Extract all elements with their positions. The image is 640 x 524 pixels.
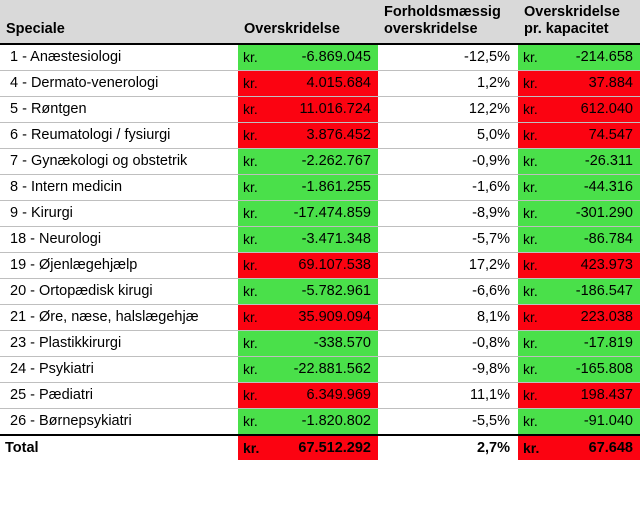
cell-kapacitet-value: -186.547 [544, 279, 640, 305]
column-header-forholdsmaessig-overskridelse [378, 0, 518, 44]
cell-kapacitet-value: -214.658 [544, 44, 640, 71]
cell-total-label: Total [0, 435, 238, 460]
table-total-row [0, 435, 640, 460]
cell-overskridelse-value: -2.262.767 [264, 149, 378, 175]
cell-speciale: 5 - Røntgen [0, 97, 238, 123]
cell-overskridelse-value: 3.876.452 [264, 123, 378, 149]
table-row [0, 409, 640, 436]
cell-forholdsmaessig-overskridelse: -12,5% [378, 44, 518, 71]
cell-kapacitet-value: 223.038 [544, 305, 640, 331]
cell-kapacitet-value: 423.973 [544, 253, 640, 279]
cell-kapacitet-value: -91.040 [544, 409, 640, 436]
cell-kapacitet-currency: kr. [518, 305, 544, 331]
table-row [0, 123, 640, 149]
cell-overskridelse-currency: kr. [238, 201, 264, 227]
cell-kapacitet-currency: kr. [518, 201, 544, 227]
cell-forholdsmaessig-overskridelse: 12,2% [378, 97, 518, 123]
table-row [0, 149, 640, 175]
table-body [0, 44, 640, 435]
cell-kapacitet-value: 198.437 [544, 383, 640, 409]
table-row [0, 383, 640, 409]
table-row [0, 331, 640, 357]
cell-kapacitet-value: -26.311 [544, 149, 640, 175]
cell-kapacitet-currency: kr. [518, 331, 544, 357]
column-header-overskridelse-pr-kapacitet [518, 0, 640, 44]
cell-speciale: 7 - Gynækologi og obstetrik [0, 149, 238, 175]
cell-total-kapacitet-currency: kr. [518, 435, 544, 460]
cell-overskridelse-currency: kr. [238, 227, 264, 253]
cell-forholdsmaessig-overskridelse: -0,8% [378, 331, 518, 357]
cell-speciale: 18 - Neurologi [0, 227, 238, 253]
cell-overskridelse-currency: kr. [238, 97, 264, 123]
cell-overskridelse-currency: kr. [238, 409, 264, 436]
cell-forholdsmaessig-overskridelse: -6,6% [378, 279, 518, 305]
cell-overskridelse-currency: kr. [238, 149, 264, 175]
cell-overskridelse-currency: kr. [238, 331, 264, 357]
cell-overskridelse-currency: kr. [238, 305, 264, 331]
cell-forholdsmaessig-overskridelse: 8,1% [378, 305, 518, 331]
cell-speciale: 6 - Reumatologi / fysiurgi [0, 123, 238, 149]
cell-overskridelse-currency: kr. [238, 253, 264, 279]
cell-total-forholdsmaessig: 2,7% [378, 435, 518, 460]
column-header-forholdsmaessig-line1: Forholdsmæssig [384, 4, 501, 20]
cell-kapacitet-value: 74.547 [544, 123, 640, 149]
cell-speciale: 4 - Dermato-venerologi [0, 71, 238, 97]
cell-overskridelse-currency: kr. [238, 279, 264, 305]
table-row [0, 97, 640, 123]
cell-speciale: 24 - Psykiatri [0, 357, 238, 383]
cell-forholdsmaessig-overskridelse: -5,7% [378, 227, 518, 253]
cell-kapacitet-currency: kr. [518, 44, 544, 71]
table-footer [0, 435, 640, 460]
column-header-forholdsmaessig-line2: overskridelse [384, 20, 478, 37]
cell-kapacitet-currency: kr. [518, 175, 544, 201]
cell-overskridelse-value: -3.471.348 [264, 227, 378, 253]
table-row [0, 253, 640, 279]
table-row [0, 305, 640, 331]
cell-forholdsmaessig-overskridelse: -8,9% [378, 201, 518, 227]
cell-forholdsmaessig-overskridelse: 17,2% [378, 253, 518, 279]
cell-forholdsmaessig-overskridelse: -1,6% [378, 175, 518, 201]
cell-overskridelse-currency: kr. [238, 71, 264, 97]
table-row [0, 357, 640, 383]
cell-kapacitet-currency: kr. [518, 227, 544, 253]
cell-kapacitet-currency: kr. [518, 97, 544, 123]
cell-speciale: 21 - Øre, næse, halslægehjæ [0, 305, 238, 331]
cell-kapacitet-value: -86.784 [544, 227, 640, 253]
column-header-overskridelse: Overskridelse [238, 0, 378, 44]
cell-overskridelse-value: 35.909.094 [264, 305, 378, 331]
cell-forholdsmaessig-overskridelse: 1,2% [378, 71, 518, 97]
cell-overskridelse-currency: kr. [238, 175, 264, 201]
cell-overskridelse-value: -5.782.961 [264, 279, 378, 305]
cell-overskridelse-currency: kr. [238, 123, 264, 149]
cell-overskridelse-value: 69.107.538 [264, 253, 378, 279]
cell-speciale: 26 - Børnepsykiatri [0, 409, 238, 436]
cell-forholdsmaessig-overskridelse: -9,8% [378, 357, 518, 383]
column-header-speciale: Speciale [0, 0, 238, 44]
table-row [0, 44, 640, 71]
column-header-kapacitet-line1: Overskridelse [524, 4, 620, 20]
cell-kapacitet-value: 612.040 [544, 97, 640, 123]
cell-kapacitet-currency: kr. [518, 409, 544, 436]
cell-kapacitet-currency: kr. [518, 279, 544, 305]
cell-speciale: 19 - Øjenlægehjælp [0, 253, 238, 279]
cell-speciale: 1 - Anæstesiologi [0, 44, 238, 71]
cell-kapacitet-currency: kr. [518, 383, 544, 409]
cell-kapacitet-currency: kr. [518, 253, 544, 279]
cell-speciale: 8 - Intern medicin [0, 175, 238, 201]
cell-overskridelse-currency: kr. [238, 357, 264, 383]
table-row [0, 71, 640, 97]
cell-overskridelse-value: 6.349.969 [264, 383, 378, 409]
cell-kapacitet-currency: kr. [518, 149, 544, 175]
cell-forholdsmaessig-overskridelse: 5,0% [378, 123, 518, 149]
cell-kapacitet-value: -44.316 [544, 175, 640, 201]
cell-overskridelse-value: -338.570 [264, 331, 378, 357]
cell-overskridelse-value: -6.869.045 [264, 44, 378, 71]
table-row [0, 279, 640, 305]
cell-overskridelse-value: -22.881.562 [264, 357, 378, 383]
cell-total-overskridelse-currency: kr. [238, 435, 264, 460]
cell-kapacitet-value: 37.884 [544, 71, 640, 97]
cell-kapacitet-currency: kr. [518, 123, 544, 149]
table-header [0, 0, 640, 44]
cell-speciale: 9 - Kirurgi [0, 201, 238, 227]
cell-overskridelse-value: 11.016.724 [264, 97, 378, 123]
cell-total-overskridelse-value: 67.512.292 [264, 435, 378, 460]
cell-kapacitet-value: -17.819 [544, 331, 640, 357]
table-row [0, 175, 640, 201]
column-header-kapacitet-line2: pr. kapacitet [524, 20, 609, 37]
cell-total-kapacitet-value: 67.648 [544, 435, 640, 460]
cell-speciale: 23 - Plastikkirurgi [0, 331, 238, 357]
table-row [0, 201, 640, 227]
cell-overskridelse-currency: kr. [238, 383, 264, 409]
cell-overskridelse-currency: kr. [238, 44, 264, 71]
cell-speciale: 25 - Pædiatri [0, 383, 238, 409]
table-row [0, 227, 640, 253]
cell-kapacitet-currency: kr. [518, 71, 544, 97]
cell-overskridelse-value: -1.861.255 [264, 175, 378, 201]
cell-speciale: 20 - Ortopædisk kirugi [0, 279, 238, 305]
cell-forholdsmaessig-overskridelse: 11,1% [378, 383, 518, 409]
cell-kapacitet-value: -301.290 [544, 201, 640, 227]
cell-kapacitet-currency: kr. [518, 357, 544, 383]
cell-overskridelse-value: -17.474.859 [264, 201, 378, 227]
cell-kapacitet-value: -165.808 [544, 357, 640, 383]
cell-overskridelse-value: -1.820.802 [264, 409, 378, 436]
cell-overskridelse-value: 4.015.684 [264, 71, 378, 97]
cell-forholdsmaessig-overskridelse: -5,5% [378, 409, 518, 436]
cell-forholdsmaessig-overskridelse: -0,9% [378, 149, 518, 175]
